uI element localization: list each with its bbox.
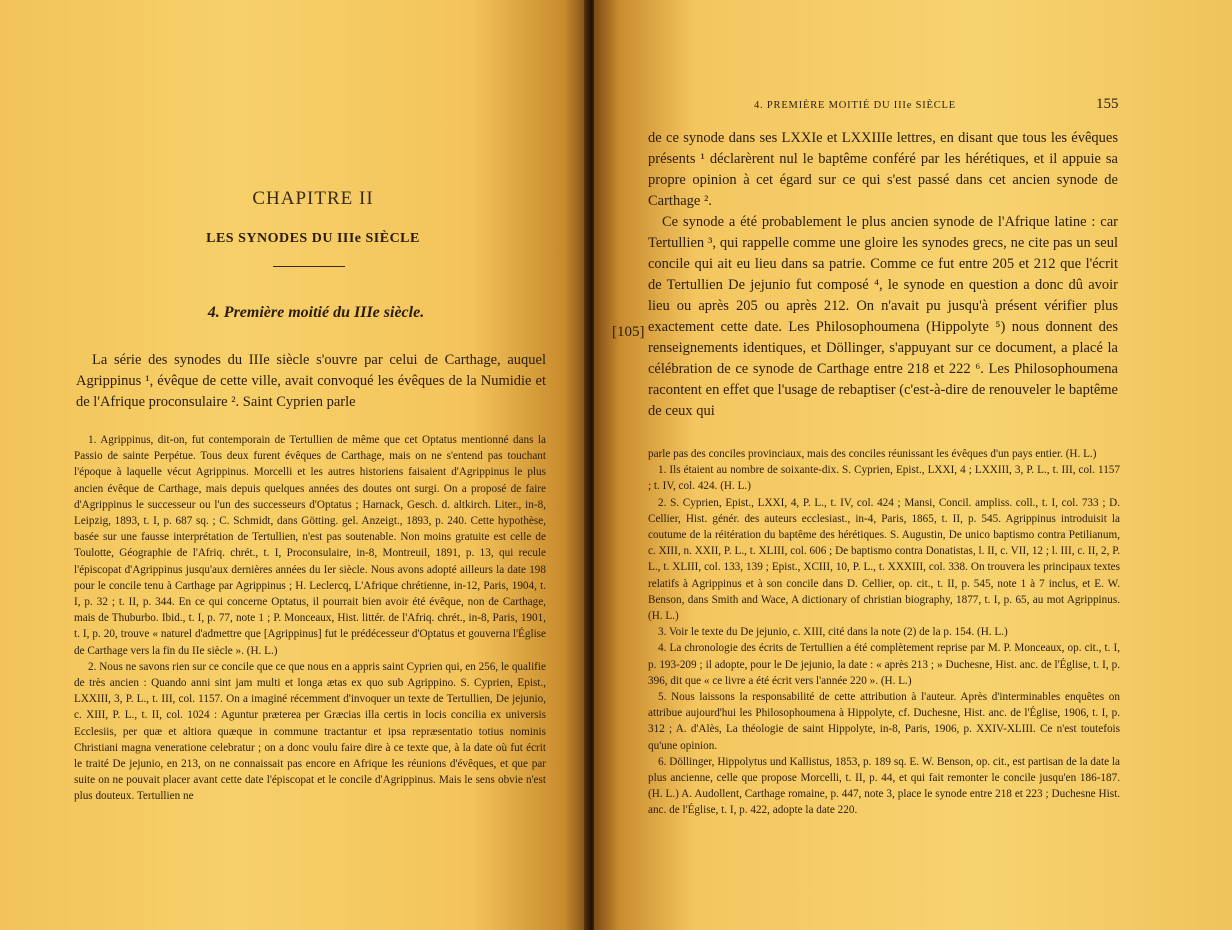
page-number: 155	[1096, 96, 1119, 112]
footnote: 2. S. Cyprien, Epist., LXXI, 4, P. L., t. IV, col. 424 ; Mansi, Concil. ampliss. coll., t. I, col. 733 ; D. Cellier, Hist. génér. des auteurs ecclesiast., in-4, Paris, 1865, t. II, p. 545. Agrippinus introduisit la coutume de la réitération du baptême des hérétiques. S. Augustin, De unico baptismo contra Petilianum, c. XIII, n. XXII, P. L., t. XLIII, col. 606 ; De baptismo contra Donatistas, l. II, c. VII, 12 ; l. III, c. II, 2, P. L., t. XLIII, col. 133, 139 ; Epist., XCIII, 10, P. L., t. XXXIII, col. 338. On trouvera les principaux textes relatifs à Agrippinus et à son concile dans D. Cellier, op. cit., t. II, p. 545, note 1 à 7 inclus, et E. W. Benson, dans Smith and Wace, A dictionary of christian biography, 1877, t. I, p. 65, au mot Agrippinus. (H. L.)	[648, 496, 1120, 623]
footnote: 3. Voir le texte du De jejunio, c. XIII, cité dans la note (2) de la p. 154. (H. L.)	[658, 626, 1008, 639]
left-page	[0, 0, 588, 930]
margin-page-reference: [105]	[612, 324, 645, 340]
footnote: 6. Döllinger, Hippolytus und Kallistus, 1853, p. 189 sq. E. W. Benson, op. cit., est partisan de la date la plus ancienne, celle que propose Morcelli, t. II, p. 44, et qui fait remonter le concile jusqu'en 186-187. (H. L.) A. Audollent, Carthage romaine, p. 447, note 3, place le synode entre 218 et 223 ; Duchesne Hist. anc. de l'Église, t. I, p. 422, adopte la date 220.	[648, 755, 1120, 817]
right-body-text	[648, 128, 1118, 422]
left-body-text: La série des synodes du IIIe siècle s'ouvre par celui de Carthage, auquel Agrippinus ¹, évêque de cette ville, avait convoqué les évêques de la Numidie et de l'Afrique proconsulaire ². Saint Cyprien parle	[76, 352, 546, 410]
footnote: parle pas des conciles provinciaux, mais des conciles réunissant les évêques d'un pays entier. (H. L.)	[648, 448, 1097, 460]
section-title: 4. Première moitié du IIIe siècle.	[207, 304, 425, 321]
body-paragraph: de ce synode dans ses LXXIe et LXXIIIe lettres, en disant que tous les évêques présents ¹ déclarèrent nul le baptême conféré par les hérétiques, et il appuie sa propre opinion à cet égard sur ce qui s'est passé dans cet ancien synode de Carthage ².	[648, 130, 1118, 209]
footnote: 5. Nous laissons la responsabilité de cette attribution à l'auteur. Après d'interminables enquêtes on attribue aujourd'hui les Philosophoumena à Hippolyte, cf. Duchesne, Hist. anc. de l'Église, 1906, t. I, p. 312 ; A. d'Alès, La théologie de saint Hippolyte, in-8, Paris, 1906, p. XXIV-XLIII. Ce n'est toutefois qu'une opinion.	[648, 691, 1120, 752]
footnote: 2. Nous ne savons rien sur ce concile que ce que nous en a appris saint Cyprien qui, en 256, le qualifie de très ancien : Quando anni sint jam multi et longa ætas ex quo sub Agrippino. S. Cyprien, Epist., LXXIII, 3, P. L., t. III, col. 1157. On a imaginé récemment d'invoquer un texte de Tertullien, De jejunio, c. XIII, P. L., t. II, col. 1024 : Aguntur præterea per Græcias illa certis in locis concilia ex universis Ecclesiis, per quæ et altiora quæque in commune tractantur et ipsa repræsentatio totius nominis Christiani magna veneratione celebratur ; on a donc voulu faire dire à ce texte que, à la date où fut écrit le traité De jejunio, en 213, on ne connaissait pas encore en Afrique les réunions d'évêques, et que par suite on ne pouvait placer avant cette date l'épiscopat et le concile d'Agrippinus. Mais le sens obvie n'est plus douteux. Tertullien ne	[74, 660, 546, 803]
footnote: 4. La chronologie des écrits de Tertullien a été complètement reprise par M. P. Monceaux, op. cit., t. I, p. 193-209 ; il adopte, pour le De jejunio, la date : « après 213 ; » Duchesne, Hist. anc. de l'Église, t. I, p. 396, dit que « ce livre a été écrit vers l'année 220 ». (H. L.)	[648, 642, 1120, 687]
running-head: 4. PREMIÈRE MOITIÉ DU IIIe SIÈCLE	[754, 100, 956, 111]
footnote: 1. Ils étaient au nombre de soixante-dix. S. Cyprien, Epist., LXXI, 4 ; LXXIII, 3, P. L., t. III, col. 1157 ; t. IV, col. 424. (H. L.)	[648, 464, 1120, 493]
chapter-divider	[273, 266, 345, 267]
right-page	[594, 0, 1232, 930]
chapter-title: LES SYNODES DU IIIe SIÈCLE	[206, 231, 420, 246]
chapter-number: CHAPITRE II	[252, 188, 374, 209]
right-footnotes	[648, 446, 1120, 819]
footnote: 1. Agrippinus, dit-on, fut contemporain de Tertullien de même que cet Optatus mentionné dans la Passio de sainte Perpétue. Tous deux furent évêques de Carthage, mais on ne s'entend pas touchant l'époque à laquelle vécut Agrippinus. Morcelli et les autres historiens faisaient d'Agrippinus le plus ancien évêque de Carthage, mais depuis quelques années des doutes ont surgi. On a proposé de faire d'Agrippinus le successeur ou l'un des successeurs d'Optatus ; Harnack, Gesch. d. altkirch. Liter., in-8, Leipzig, 1893, t. I, p. 687 sq. ; C. Schmidt, dans Götting. gel. Anzeigt., 1893, p. 240. Cette hypothèse, basée sur une fausse interprétation de Tertullien, n'est pas soutenable. Non moins gratuite est celle de Toulotte, Géographie de l'Afriq. chrét., t. I, Proconsulaire, in-8, Montreuil, 1891, p. 13, qui recule l'épiscopat d'Agrippinus jusqu'aux dernières années du Ier siècle. Nous avons adopté ailleurs la date 198 pour le concile tenu à Carthage par Agrippinus ; H. Leclercq, L'Afrique chrétienne, in-12, Paris, 1904, t. I, p. 32 ; t. II, p. 344. En ce qui concerne Optatus, il pourrait bien avoir été évêque, non de Carthage, mais de Thuburbo. Ibid., t. I, p. 77, note 1 ; P. Monceaux, Hist. littér. de l'Afriq. chrét., in-8, Paris, 1901, t. I, p. 20, trouve « naturel d'admettre que [Agrippinus] fut le prédécesseur d'Optatus et gouverna l'Église de Carthage vers la fin du IIe siècle ». (H. L.)	[74, 434, 546, 657]
left-footnotes	[74, 432, 546, 805]
body-paragraph: Ce synode a été probablement le plus ancien synode de l'Afrique latine : car Tertullien ³, qui rappelle comme une gloire les synodes grecs, ne cite pas un seul concile qui ait eu lieu dans sa patrie. Comme ce fut entre 205 et 212 que l'écrit de Tertullien De jejunio fut composé ⁴, le synode en question a donc dû avoir lieu ou après 205 ou après 212. On n'avait pu jusqu'à présent vérifier plus exactement cette date. Les Philosophoumena (Hippolyte ⁵) nous donnent des renseignements identiques, et Döllinger, s'appuyant sur ce document, a placé la célébration de ce synode de Carthage entre 218 et 222 ⁶. Les Philosophoumena racontent en effet que l'usage de rebaptiser (c'est-à-dire de renouveler le baptême de ceux qui	[648, 214, 1118, 419]
